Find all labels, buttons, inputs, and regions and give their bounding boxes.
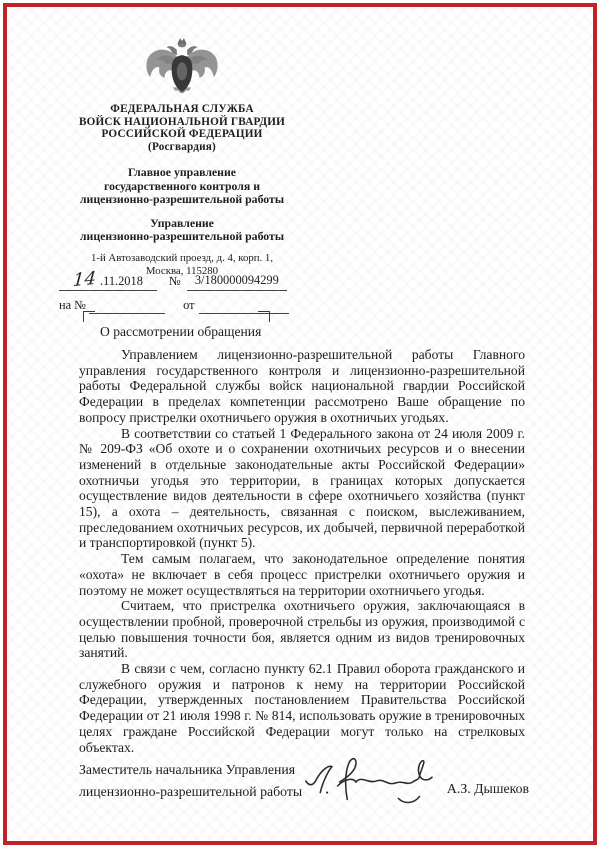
division-name: Главное управление государственного контроля и лицензионно-разрешительной работы (79, 165, 285, 206)
org-name-line: РОССИЙСКОЙ ФЕДЕРАЦИИ (101, 128, 263, 141)
body-paragraph: Тем самым полагаем, что законодательное определение понятия «охота» не включает в себя процесс пристрелки охотничьего оружия и поэтому не может осуществляться на территории охотничьего угодья. (79, 551, 525, 598)
printed-date: .11.2018 (99, 274, 143, 288)
letter-body (79, 347, 525, 755)
date-and-number-row (59, 267, 309, 292)
org-short-name: (Росгвардия) (148, 140, 216, 153)
incoming-date-label: от (183, 298, 195, 312)
rosgvardiya-emblem-icon (141, 37, 223, 99)
body-paragraph: Считаем, что пристрелка охотничьего оружия, заключающаяся в осуществлении пробной, проверочной стрельбы из оружия, производимой с целью повышения точности боя, является одним из видов тренировочных занятий. (79, 598, 525, 661)
incoming-reference-row (59, 298, 309, 314)
signer-position: Заместитель начальника Управления лицензионно-разрешительной работы (79, 762, 303, 799)
date-field (59, 267, 157, 292)
subdivision-name: Управление лицензионно-разрешительной работы (79, 215, 285, 244)
number-sign: № (169, 274, 181, 288)
body-paragraph: В связи с чем, согласно пункту 62.1 Правил оборота гражданского и служебного оружия и патронов к нему на территории Российской Федерации, утвержденных постановлением Правительства Российской Федерации от 21 июля 1998 г. № 814, использовать оружие в тренировочных целях граждане Российской Федерации могут только на стрелковых объектах. (79, 661, 525, 755)
letterhead (47, 37, 317, 278)
document-number-field: 3/180000094299 (187, 273, 287, 291)
body-paragraph: В соответствии со статьей 1 Федерального закона от 24 июля 2009 г. № 209-ФЗ «Об охоте и о сохранении охотничьих ресурсов и о внесении изменений в отдельные законодательные акты Российской Федерации» охотничьи угодья это территории, в границах которых допускается осуществление видов деятельности в сфере охотничьего хозяйства (пункт 15), а охота – деятельность, связанная с поиском, выслеживанием, преследованием охотничьих ресурсов, их добычей, первичной переработкой и транспортировкой (пункт 5). (79, 425, 525, 551)
incoming-date-blank (199, 313, 289, 314)
signature-autograph-icon (302, 755, 446, 810)
handwritten-day: 14 (72, 267, 97, 292)
subject-line: О рассмотрении обращения (100, 324, 262, 339)
org-name-line: ВОЙСК НАЦИОНАЛЬНОЙ ГВАРДИИ (78, 115, 286, 128)
addressee-corner-mark-left (83, 311, 95, 322)
postal-address: 1-й Автозаводский проезд, д. 4, корп. 1, Москва, 115280 (90, 252, 274, 278)
signature-block (79, 759, 529, 810)
org-name-line: ФЕДЕРАЛЬНАЯ СЛУЖБА (110, 103, 254, 115)
signer-name: А.З. Дышеков (446, 781, 529, 796)
letter-page (3, 3, 597, 845)
addressee-corner-mark-right (258, 311, 270, 322)
body-paragraph: Управлением лицензионно-разрешительной работы Главного управления государственного контроля и лицензионно-разрешительной работы Федеральной службы войск национальной гвардии Российской Федерации в пределах компетенции рассмотрено Ваше обращение по вопросу пристрелки охотничьего оружия в охотничьих угодьях. (79, 347, 525, 425)
reference-block (59, 267, 309, 314)
incoming-number-label: на № (59, 298, 87, 312)
incoming-number-blank (89, 313, 165, 314)
